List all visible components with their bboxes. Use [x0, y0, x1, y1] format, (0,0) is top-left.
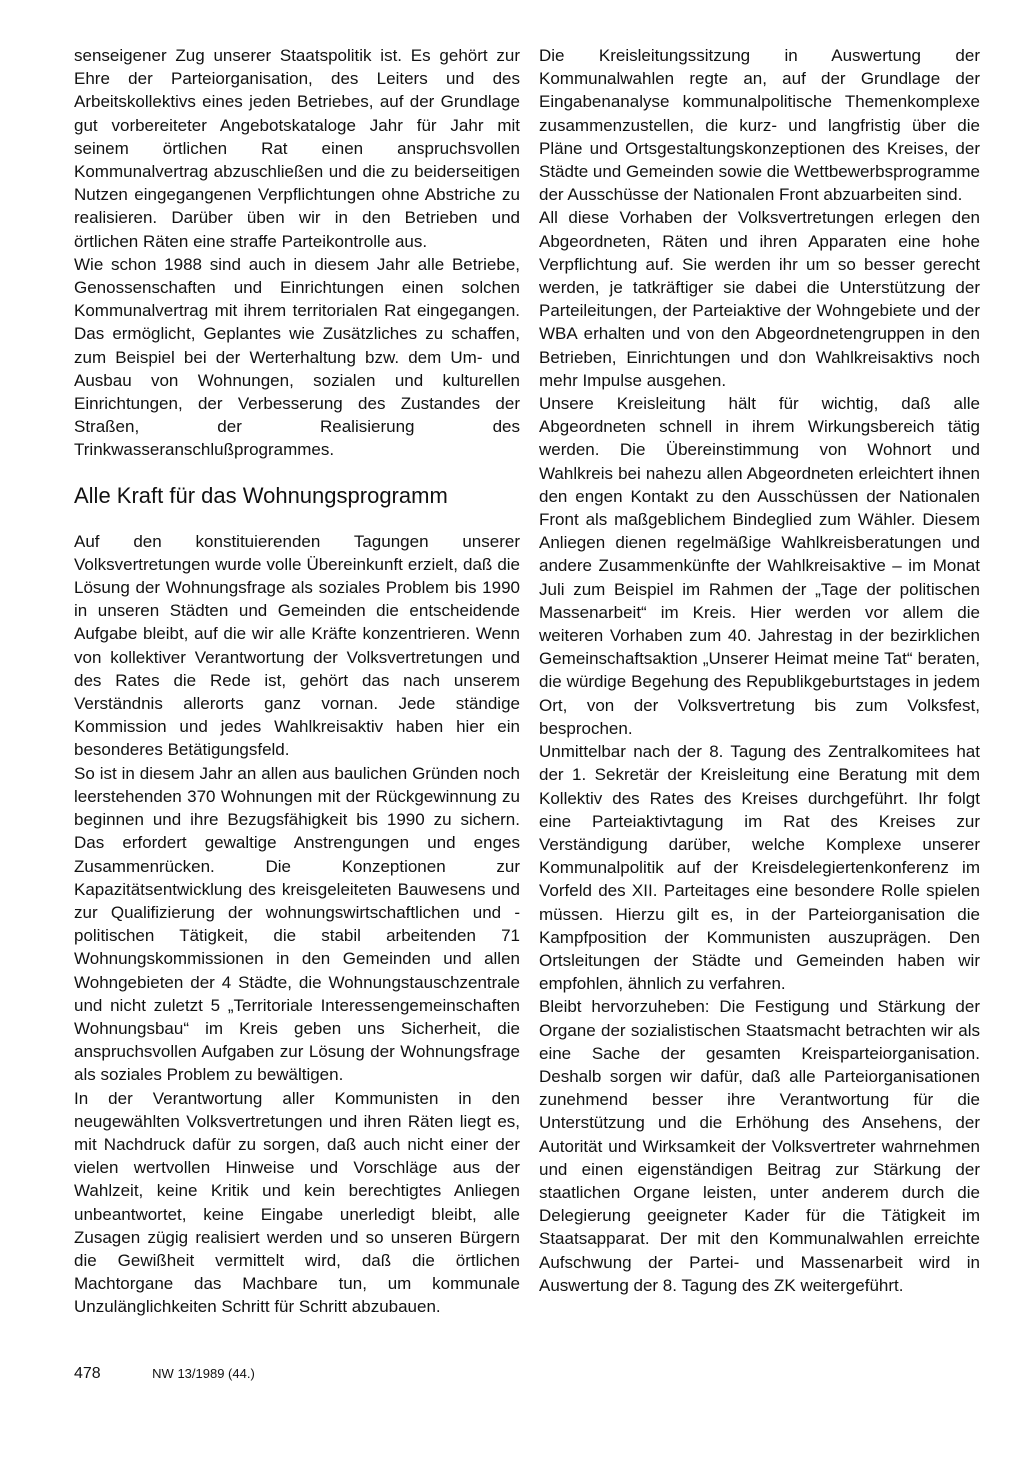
- paragraph: Die Kreisleitungssitzung in Auswertung der Kommunalwahlen regte an, auf der Grundlage der Eingabenanalyse kommunalpolitische Themenkomplexe zusammenzustellen, die kurz- und langfristig über die Pläne und Ortsgestaltungskonzeptionen des Kreises, der Städte und Gemeinden sowie die Wettbewerbsprogramme der Ausschüsse der Nationalen Front abzuarbeiten sind.: [539, 46, 980, 205]
- page-number: 478: [74, 1365, 101, 1382]
- paragraph: In der Verantwortung aller Kommunisten in den neugewählten Volksvertretungen und ihren Räten liegt es, mit Nachdruck dafür zu sorgen, daß auch nicht einer der vielen wertvollen Hinweise und Vorschläge aus der Wahlzeit, keine Kritik und kein berechtigtes Anliegen unbeantwortet, keine Eingabe unerledigt bleibt, alle Zusagen zügig realisiert werden und so unseren Bürgern die Gewißheit vermittelt wird, daß die örtlichen Machtorgane das Machbare tun, um kommunale Unzulänglichkeiten Schritt für Schritt abzubauen.: [74, 1088, 520, 1317]
- paragraph: Auf den konstituierenden Tagungen unserer Volksvertretungen wurde volle Übereinkunft erzielt, daß die Lösung der Wohnungsfrage als soziales Problem bis 1990 in unseren Städten und Gemeinden die entscheidende Aufgabe bleibt, auf die wir alle Kräfte konzentrieren. Wenn von kollektiver Verantwortung der Volksvertretungen und des Rates die Rede ist, gehört das nach unserem Verständnis allerorts ganz vornan. Jede ständige Kommission und jedes Wahlkreisaktiv haben hier ein besonderes Betätigungsfeld.: [74, 531, 520, 760]
- right-column: [539, 44, 980, 1297]
- paragraph: Unmittelbar nach der 8. Tagung des Zentralkomitees hat der 1. Sekretär der Kreisleitung eine Beratung mit dem Kollektiv des Rates des Kreises durchgeführt. Ihr folgt eine Parteiaktivtagung im Rat des Kreises zur Verständigung darüber, welche Komplexe unserer Kommunalpolitik auf der Kreisdelegiertenkonferenz im Vorfeld des XII. Parteitages eine besondere Rolle spielen müssen. Hierzu gilt es, in der Parteiorganisation die Kampfposition der Kommunisten auszuprägen. Den Ortsleitungen der Städte und Gemeinden haben wir empfohlen, ähnlich zu verfahren.: [539, 742, 980, 994]
- paragraph: Bleibt hervorzuheben: Die Festigung und Stärkung der Organe der sozialistischen Staatsmacht betrachten wir als eine Sache der gesamten Kreisparteiorganisation. Deshalb sorgen wir dafür, daß alle Parteiorganisationen zunehmend besser ihre Verantwortung für die Unterstützung und die Erhöhung des Ansehens, der Autorität und Wirksamkeit der Volksvertreter wahrnehmen und einen eigenständigen Beitrag zur Stärkung der staatlichen Organe leisten, unter anderem durch die Delegierung geeigneter Kader für die Tätigkeit im Staatsapparat. Der mit den Kommunalwahlen erreichte Aufschwung der Partei- und Massenarbeit wird in Auswertung der 8. Tagung des ZK weitergeführt.: [539, 997, 980, 1295]
- paragraph: So ist in diesem Jahr an allen aus baulichen Gründen noch leerstehenden 370 Wohnungen mit der Rückgewinnung zu beginnen und ihre Bezugsfähigkeit bis 1990 zu sichern. Das erfordert gewaltige Anstrengungen und enges Zusammenrücken. Die Konzeptionen zur Kapazitätsentwicklung des kreisgeleiteten Bauwesens und zur Qualifizierung der wohnungswirtschaftlichen und -politischen Tätigkeit, die stabil arbeitenden 71 Wohnungskommissionen in den Gemeinden und allen Wohngebieten der 4 Städte, die Wohnungstauschzentrale und nicht zuletzt 5 „Territoriale Interessengemeinschaften Wohnungsbau“ im Kreis geben uns Sicherheit, die anspruchsvollen Aufgaben zur Lösung der Wohnungsfrage als soziales Problem zu bewältigen.: [74, 763, 520, 1085]
- left-column: [74, 44, 520, 1319]
- paragraph: All diese Vorhaben der Volksvertretungen erlegen den Abgeordneten, Räten und ihren Apparaten eine hohe Verpflichtung auf. Sie werden ihr um so besser gerecht werden, je tatkräftiger sie dabei die Unterstützung der Parteileitungen, der Parteiaktive der Wohngebiete und der WBA erhalten und von den Abgeordnetengruppen in den Betrieben, Einrichtungen und dɔn Wahlkreisaktivs noch mehr Impulse ausgehen.: [539, 208, 980, 390]
- paragraph: Unsere Kreisleitung hält für wichtig, daß alle Abgeordneten schnell in ihrem Wirkungsbereich tätig werden. Die Übereinstimmung von Wohnort und Wahlkreis bei nahezu allen Abgeordneten erleichtert ihnen den engen Kontakt zu den Ausschüssen der Nationalen Front als maßgeblichem Bindeglied zum Wähler. Diesem Anliegen dienen regelmäßige Wahlkreisberatungen und andere Zusammenkünfte der Wahlkreisaktive – im Monat Juli zum Beispiel im Rahmen der „Tage der politischen Massenarbeit“ im Kreis. Hier werden vor allem die weiteren Vorhaben zum 40. Jahrestag in der bezirklichen Gemeinschaftsaktion „Unserer Heimat meine Tat“ beraten, die würdige Begehung des Republikgeburtstages in jedem Ort, von der Volksvertretung bis zum Volksfest, besprochen.: [539, 394, 980, 738]
- paragraph: senseigener Zug unserer Staatspolitik ist. Es gehört zur Ehre der Parteiorganisation, des Leiters und des Arbeitskollektivs eines jeden Betriebes, auf der Grundlage gut vorbereiteter Angebotskataloge Jahr für Jahr mit seinem örtlichen Rat einen anspruchsvollen Kommunalvertrag abzuschließen und die zu beiderseitigen Nutzen eingegangenen Verpflichtungen ohne Abstriche zu realisieren. Darüber üben wir in den Betrieben und örtlichen Räten eine straffe Parteikontrolle aus.: [74, 46, 520, 251]
- page-footer: [74, 1364, 255, 1384]
- section-heading: Alle Kraft für das Wohnungsprogramm: [74, 482, 448, 508]
- issue-reference: NW 13/1989 (44.): [152, 1366, 255, 1381]
- paragraph: Wie schon 1988 sind auch in diesem Jahr alle Betriebe, Genossenschaften und Einrichtungen einen solchen Kommunalvertrag mit ihrem territorialen Rat eingegangen. Das ermöglicht, Geplantes wie Zusätzliches zu schaffen, zum Beispiel bei der Werterhaltung bzw. dem Um- und Ausbau von Wohnungen, sozialen und kulturellen Einrichtungen, der Verbesserung des Zustandes der Straßen, der Realisierung des Trinkwasseranschlußprogrammes.: [74, 254, 520, 460]
